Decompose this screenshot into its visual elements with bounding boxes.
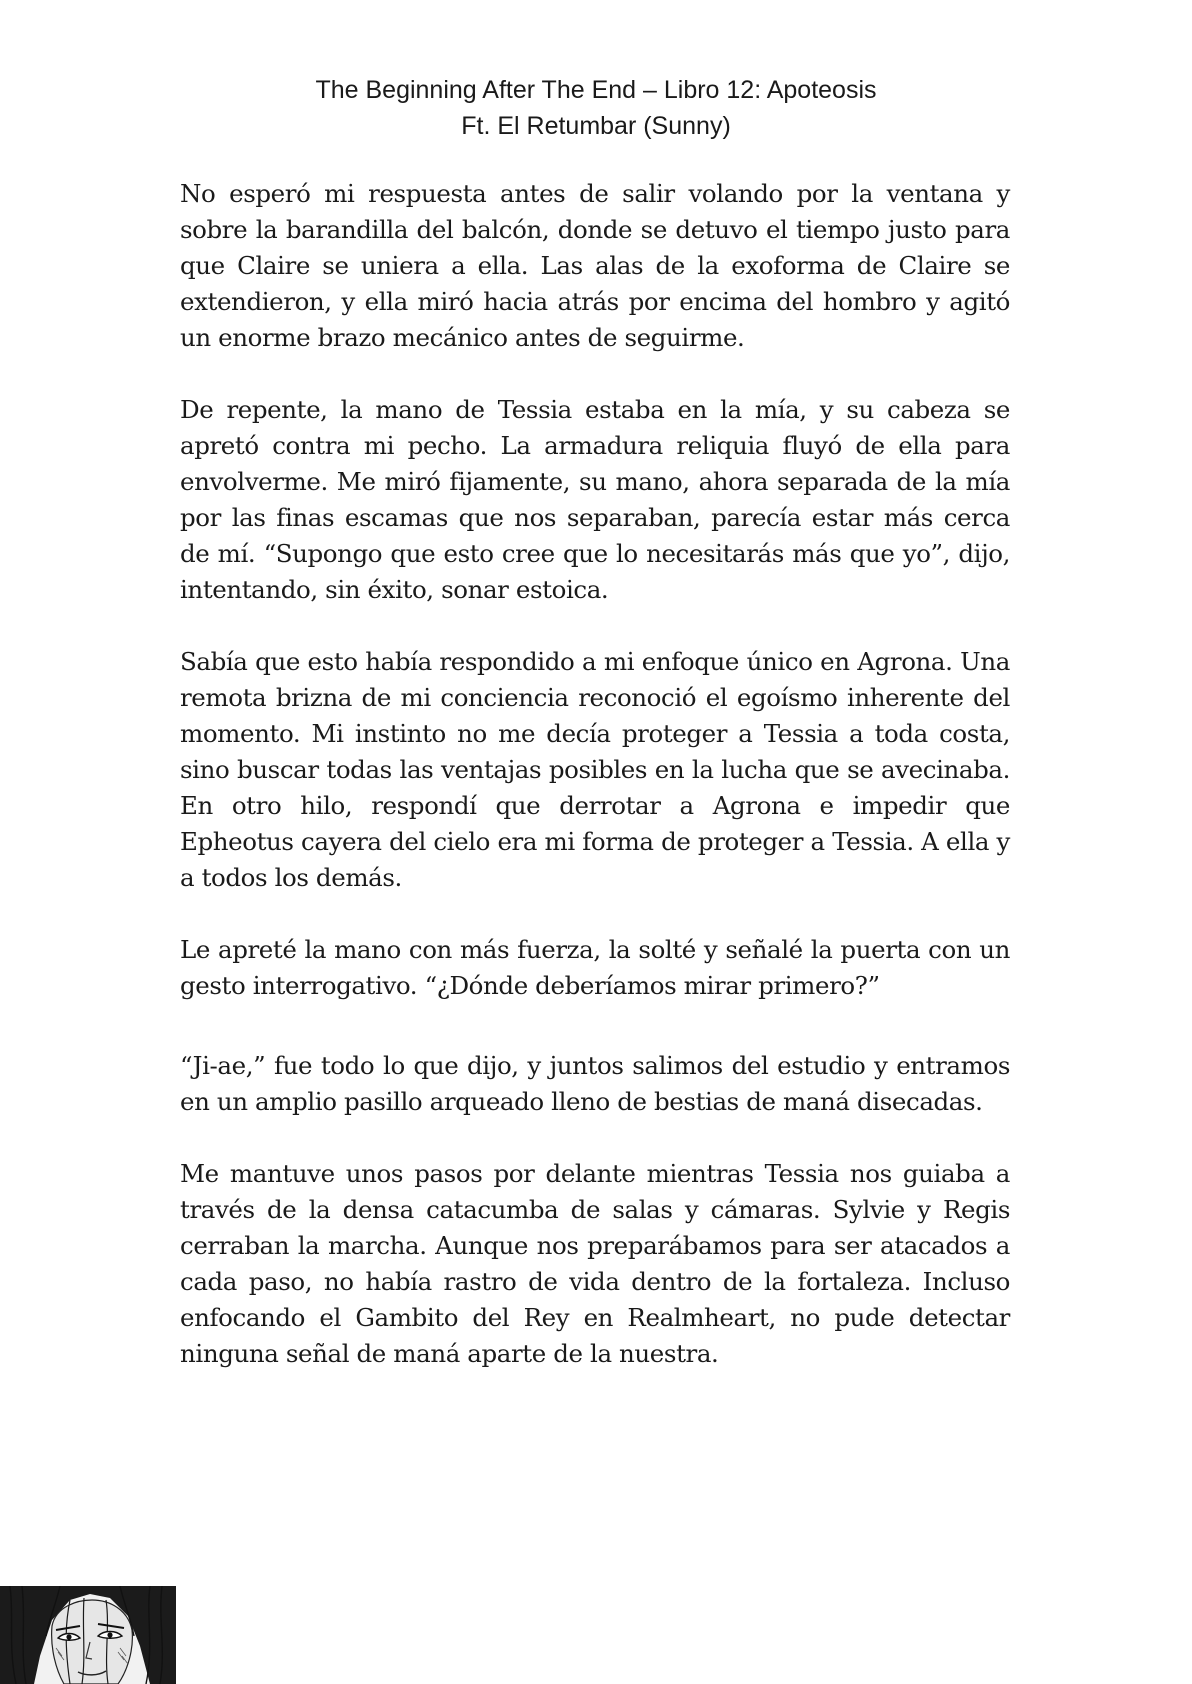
paragraph: “Ji-ae,” fue todo lo que dijo, y juntos salimos del estudio y entramos en un amplio pasillo arqueado lleno de bestias de maná disecadas.: [180, 1051, 1010, 1116]
paragraph: No esperó mi respuesta antes de salir volando por la ventana y sobre la barandilla del balcón, donde se detuvo el tiempo justo para que Claire se uniera a ella. Las alas de la exoforma de Claire se extendieron, y ella miró hacia atrás por encima del hombro y agitó un enorme brazo mecánico antes de seguirme.: [180, 179, 1010, 352]
chapter-body: [180, 176, 1010, 1408]
page-header: [0, 72, 1192, 144]
paragraph: Me mantuve unos pasos por delante mientras Tessia nos guiaba a través de la densa catacumba de salas y cámaras. Sylvie y Regis cerraban la marcha. Aunque nos preparábamos para ser atacados a cada paso, no había rastro de vida dentro de la fortaleza. Incluso enfocando el Gambito del Rey en Realmheart, no pude detectar ninguna señal de maná aparte de la nuestra.: [180, 1159, 1010, 1368]
paragraph: Sabía que esto había respondido a mi enfoque único en Agrona. Una remota brizna de mi conciencia reconoció el egoísmo inherente del momento. Mi instinto no me decía proteger a Tessia a toda costa, sino buscar todas las ventajas posibles en la lucha que se avecinaba. En otro hilo, respondí que derrotar a Agrona e impedir que Epheotus cayera del cielo era mi forma de proteger a Tessia. A ella y a todos los demás.: [180, 647, 1010, 892]
header-title-line: The Beginning After The End – Libro 12: Apoteosis: [315, 76, 877, 104]
manga-character-face-icon: [0, 1586, 176, 1684]
header-credit-line: Ft. El Retumbar (Sunny): [461, 112, 731, 140]
paragraph: Le apreté la mano con más fuerza, la solté y señalé la puerta con un gesto interrogativo. “¿Dónde deberíamos mirar primero?”: [180, 935, 1010, 1000]
paragraph: De repente, la mano de Tessia estaba en la mía, y su cabeza se apretó contra mi pecho. La armadura reliquia fluyó de ella para envolverme. Me miró fijamente, su mano, ahora separada de la mía por las finas escamas que nos separaban, parecía estar más cerca de mí. “Supongo que esto cree que lo necesitarás más que yo”, dijo, intentando, sin éxito, sonar estoica.: [180, 395, 1010, 604]
